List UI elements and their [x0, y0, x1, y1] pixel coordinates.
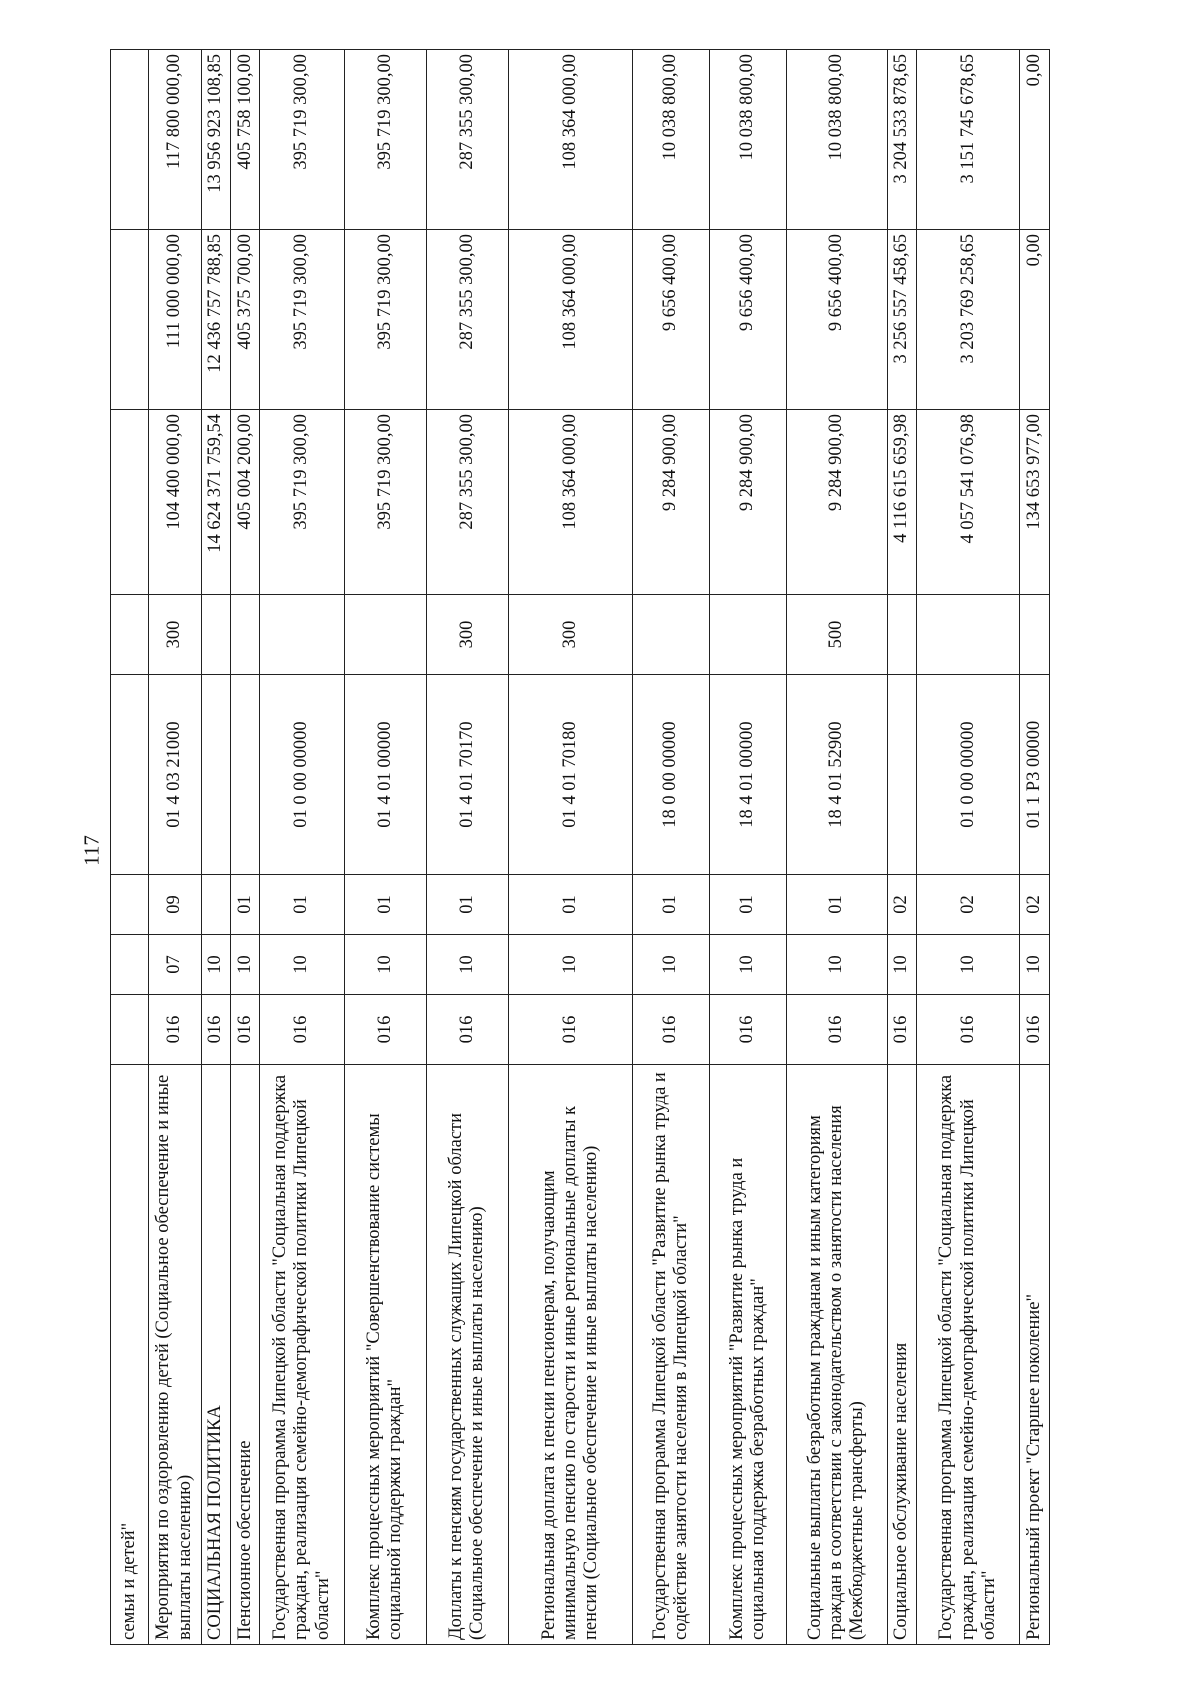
subsection-code: 01	[344, 875, 426, 935]
section-code: 10	[230, 935, 259, 995]
row-name: Комплекс процессных мероприятий "Совершенствование системы социальной поддержки граждан"	[344, 1065, 426, 1645]
amount-year-1: 108 364 000,00	[508, 410, 632, 595]
admin-code: 016	[887, 995, 916, 1065]
subsection-code: 09	[148, 875, 201, 935]
row-name: Региональная доплата к пенсии пенсионерам, получающим минимальную пенсию по старости и иные региональные доплаты к пенсии (Социальное обеспечение и иные выплаты населению)	[508, 1065, 632, 1645]
amount-year-3: 3 151 745 678,65	[917, 50, 1020, 230]
table-row	[148, 50, 201, 1645]
subsection-code: 02	[887, 875, 916, 935]
section-code: 10	[786, 935, 887, 995]
amount-year-2: 9 656 400,00	[709, 230, 786, 410]
admin-code: 016	[148, 995, 201, 1065]
amount-year-3: 405 758 100,00	[230, 50, 259, 230]
page-number: 117	[79, 835, 104, 866]
admin-code: 016	[633, 995, 710, 1065]
row-name: Социальные выплаты безработным гражданам и иным категориям граждан в соответствии с законодательством о занятости населения (Межбюджетные трансферты)	[786, 1065, 887, 1645]
admin-code: 016	[260, 995, 344, 1065]
section-code: 10	[709, 935, 786, 995]
amount-year-1: 287 355 300,00	[426, 410, 508, 595]
row-name: Мероприятия по оздоровлению детей (Социальное обеспечение и иные выплаты населению)	[148, 1065, 201, 1645]
admin-code	[111, 995, 149, 1065]
amount-year-1: 4 116 615 659,98	[887, 410, 916, 595]
target-article: 01 4 01 70170	[426, 675, 508, 875]
expense-type	[1020, 595, 1050, 675]
amount-year-1	[111, 410, 149, 595]
amount-year-3: 395 719 300,00	[260, 50, 344, 230]
expense-type	[260, 595, 344, 675]
expense-type	[111, 595, 149, 675]
subsection-code: 01	[709, 875, 786, 935]
amount-year-1: 9 284 900,00	[633, 410, 710, 595]
expense-type	[633, 595, 710, 675]
admin-code: 016	[426, 995, 508, 1065]
section-code: 10	[1020, 935, 1050, 995]
subsection-code	[201, 875, 230, 935]
amount-year-1: 14 624 371 759,54	[201, 410, 230, 595]
amount-year-3: 10 038 800,00	[786, 50, 887, 230]
expense-type	[201, 595, 230, 675]
admin-code: 016	[344, 995, 426, 1065]
subsection-code: 01	[260, 875, 344, 935]
expense-type	[709, 595, 786, 675]
subsection-code: 01	[508, 875, 632, 935]
expense-type	[917, 595, 1020, 675]
amount-year-1: 405 004 200,00	[230, 410, 259, 595]
target-article: 01 1 P3 00000	[1020, 675, 1050, 875]
subsection-code	[111, 875, 149, 935]
section-code: 10	[508, 935, 632, 995]
amount-year-3: 13 956 923 108,85	[201, 50, 230, 230]
amount-year-2	[111, 230, 149, 410]
admin-code: 016	[709, 995, 786, 1065]
table-row	[230, 50, 259, 1645]
subsection-code: 02	[917, 875, 1020, 935]
expense-type	[887, 595, 916, 675]
target-article: 18 4 01 52900	[786, 675, 887, 875]
section-code: 10	[260, 935, 344, 995]
admin-code: 016	[201, 995, 230, 1065]
amount-year-2: 395 719 300,00	[344, 230, 426, 410]
budget-table	[110, 49, 1050, 1645]
row-name: Государственная программа Липецкой области "Развитие рынка труда и содействие занятости населения в Липецкой области"	[633, 1065, 710, 1645]
amount-year-3: 117 800 000,00	[148, 50, 201, 230]
amount-year-2: 9 656 400,00	[786, 230, 887, 410]
amount-year-3	[111, 50, 149, 230]
amount-year-1: 9 284 900,00	[786, 410, 887, 595]
amount-year-1: 4 057 541 076,98	[917, 410, 1020, 595]
section-code: 10	[887, 935, 916, 995]
target-article: 18 0 00 00000	[633, 675, 710, 875]
section-code: 10	[344, 935, 426, 995]
table-row	[709, 50, 786, 1645]
section-code: 10	[426, 935, 508, 995]
subsection-code: 01	[633, 875, 710, 935]
table-row	[426, 50, 508, 1645]
amount-year-2: 12 436 757 788,85	[201, 230, 230, 410]
target-article: 01 4 03 21000	[148, 675, 201, 875]
table-row	[508, 50, 632, 1645]
row-name: семьи и детей"	[111, 1065, 149, 1645]
amount-year-3: 10 038 800,00	[709, 50, 786, 230]
admin-code: 016	[508, 995, 632, 1065]
table-row	[260, 50, 344, 1645]
subsection-code: 02	[1020, 875, 1050, 935]
amount-year-1: 134 653 977,00	[1020, 410, 1050, 595]
section-code: 10	[633, 935, 710, 995]
target-article: 18 4 01 00000	[709, 675, 786, 875]
table-row	[344, 50, 426, 1645]
row-name: Доплаты к пенсиям государственных служащих Липецкой области (Социальное обеспечение и иные выплаты населению)	[426, 1065, 508, 1645]
amount-year-2: 395 719 300,00	[260, 230, 344, 410]
amount-year-2: 405 375 700,00	[230, 230, 259, 410]
amount-year-3: 0,00	[1020, 50, 1050, 230]
amount-year-3: 395 719 300,00	[344, 50, 426, 230]
target-article: 01 0 00 00000	[260, 675, 344, 875]
expense-type	[230, 595, 259, 675]
amount-year-2: 0,00	[1020, 230, 1050, 410]
table-row	[786, 50, 887, 1645]
amount-year-2: 3 203 769 258,65	[917, 230, 1020, 410]
section-code: 10	[917, 935, 1020, 995]
expense-type: 300	[426, 595, 508, 675]
amount-year-2: 287 355 300,00	[426, 230, 508, 410]
expense-type: 500	[786, 595, 887, 675]
row-name: СОЦИАЛЬНАЯ ПОЛИТИКА	[201, 1065, 230, 1645]
table-row	[201, 50, 230, 1645]
amount-year-1: 395 719 300,00	[344, 410, 426, 595]
target-article: 01 4 01 00000	[344, 675, 426, 875]
target-article	[201, 675, 230, 875]
amount-year-2: 9 656 400,00	[633, 230, 710, 410]
section-code: 07	[148, 935, 201, 995]
subsection-code: 01	[786, 875, 887, 935]
subsection-code: 01	[426, 875, 508, 935]
target-article	[230, 675, 259, 875]
row-name: Социальное обслуживание населения	[887, 1065, 916, 1645]
row-name: Пенсионное обеспечение	[230, 1065, 259, 1645]
amount-year-3: 108 364 000,00	[508, 50, 632, 230]
row-name: Региональный проект "Старшее поколение"	[1020, 1065, 1050, 1645]
row-name: Комплекс процессных мероприятий "Развитие рынка труда и социальная поддержка безработных граждан"	[709, 1065, 786, 1645]
expense-type: 300	[508, 595, 632, 675]
expense-type	[344, 595, 426, 675]
table-row	[633, 50, 710, 1645]
expense-type: 300	[148, 595, 201, 675]
amount-year-2: 108 364 000,00	[508, 230, 632, 410]
target-article	[887, 675, 916, 875]
target-article	[111, 675, 149, 875]
admin-code: 016	[786, 995, 887, 1065]
amount-year-1: 395 719 300,00	[260, 410, 344, 595]
section-code: 10	[201, 935, 230, 995]
amount-year-2: 111 000 000,00	[148, 230, 201, 410]
section-code	[111, 935, 149, 995]
table-row	[1020, 50, 1050, 1645]
row-name: Государственная программа Липецкой области "Социальная поддержка граждан, реализация семейно-демографической политики Липецкой области"	[917, 1065, 1020, 1645]
amount-year-2: 3 256 557 458,65	[887, 230, 916, 410]
row-name: Государственная программа Липецкой области "Социальная поддержка граждан, реализация семейно-демографической политики Липецкой области"	[260, 1065, 344, 1645]
admin-code: 016	[230, 995, 259, 1065]
amount-year-3: 3 204 533 878,65	[887, 50, 916, 230]
target-article: 01 4 01 70180	[508, 675, 632, 875]
amount-year-3: 10 038 800,00	[633, 50, 710, 230]
table-row	[111, 50, 149, 1645]
rotated-page-content	[110, 50, 1050, 1645]
amount-year-1: 9 284 900,00	[709, 410, 786, 595]
table-row	[887, 50, 916, 1645]
table-row	[917, 50, 1020, 1645]
target-article: 01 0 00 00000	[917, 675, 1020, 875]
amount-year-3: 287 355 300,00	[426, 50, 508, 230]
admin-code: 016	[1020, 995, 1050, 1065]
subsection-code: 01	[230, 875, 259, 935]
admin-code: 016	[917, 995, 1020, 1065]
amount-year-1: 104 400 000,00	[148, 410, 201, 595]
